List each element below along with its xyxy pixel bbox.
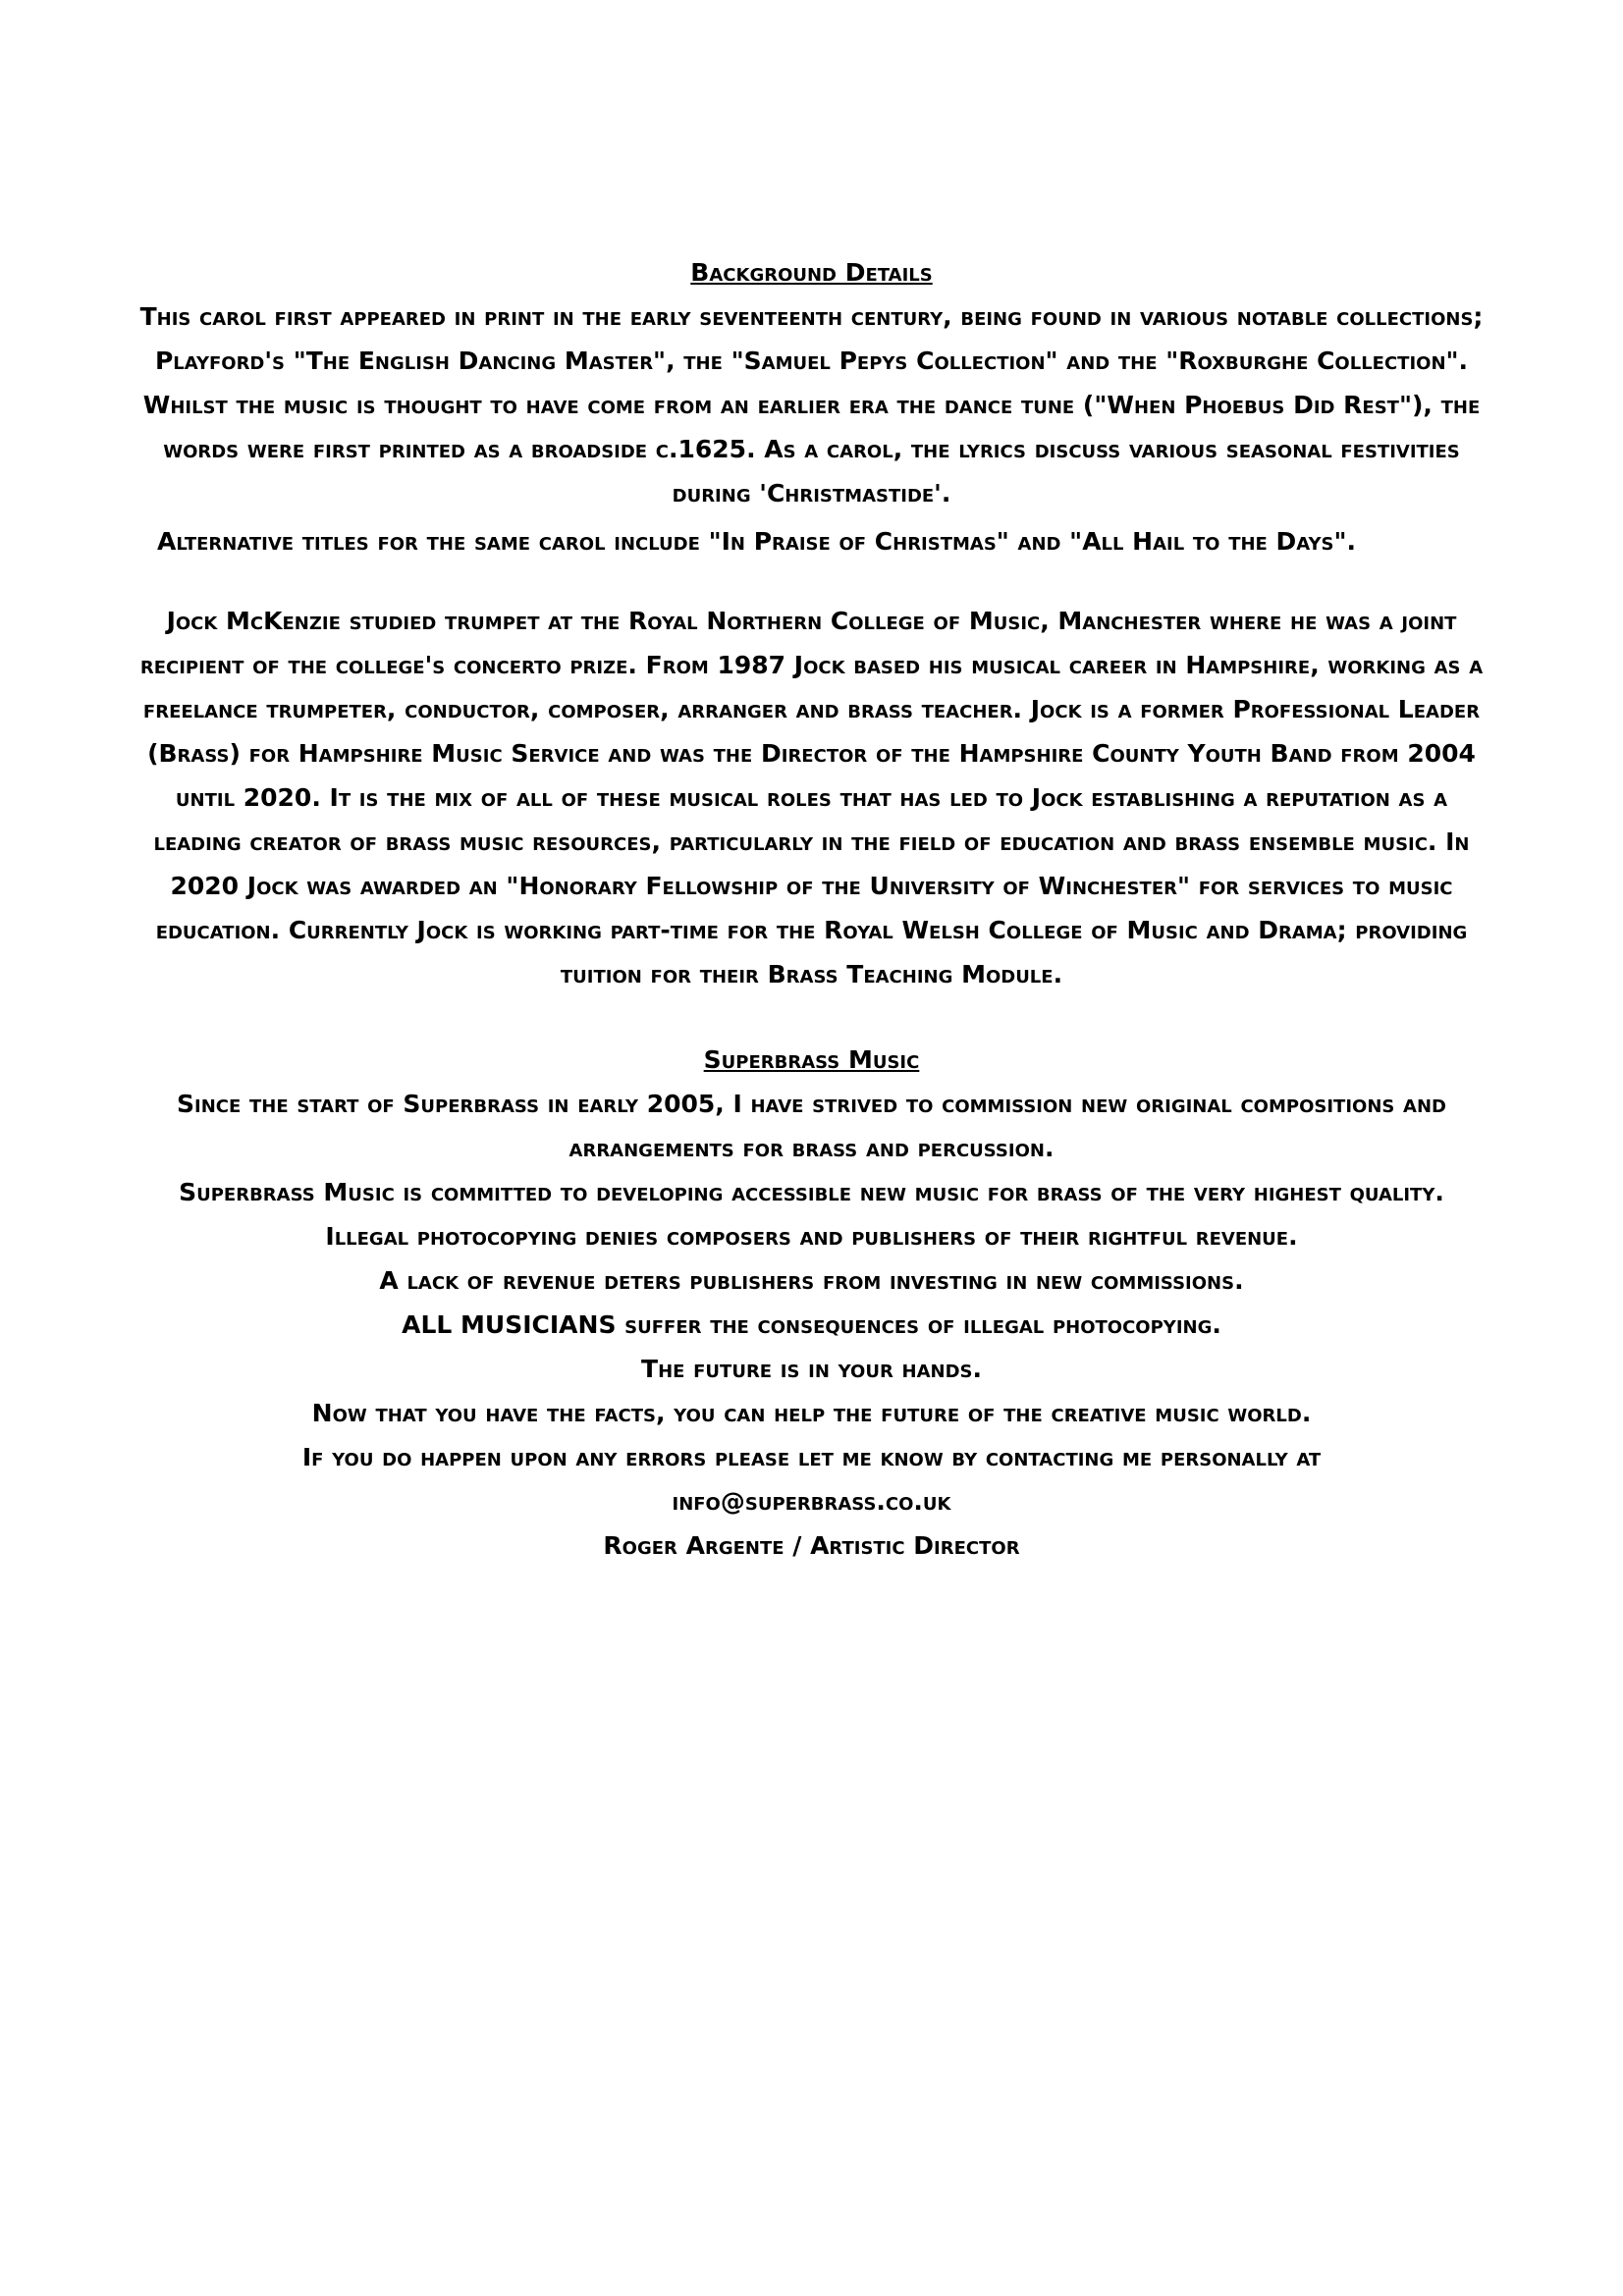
superbrass-section [137, 1038, 1486, 1568]
alternative-titles: Alternative titles for the same carol include "In Praise of Christmas" and "All Hail to the Days". [157, 527, 1357, 556]
superbrass-commitment: Superbrass Music is committed to developing accessible new music for brass of the very highest quality. [179, 1178, 1444, 1206]
biography-section [137, 599, 1486, 996]
signature: Roger Argente / Artistic Director [603, 1531, 1020, 1560]
background-heading: Background Details [690, 258, 933, 287]
musicians-rest: suffer the consequences of illegal photocopying. [616, 1310, 1221, 1339]
background-paragraph: This carol first appeared in print in the early seventeenth century, being found in various notable collections; Playford's "The English Dancing Master", the "Samuel Pepys Collection" and the "Roxburghe Collection". Whilst the music is thought to have come from an earlier era the dance tune ("When Phoebus Did Rest"), the words were first printed as a broadside c.1625. As a carol, the lyrics discuss various seasonal festivities during 'Christmastide'. [139, 302, 1484, 507]
facts-text: Now that you have the facts, you can help the future of the creative music world. [311, 1399, 1312, 1427]
superbrass-intro: Since the start of Superbrass in early 2005, I have strived to commission new original compositions and arrangements for brass and percussion. [177, 1090, 1446, 1162]
biography-paragraph: Jock McKenzie studied trumpet at the Royal Northern College of Music, Manchester where he was a joint recipient of the college's concerto prize. From 1987 Jock based his musical career in Hampshire, working as a freelance trumpeter, conductor, composer, arranger and brass teacher. Jock is a former Professional Leader (Brass) for Hampshire Music Service and was the Director of the Hampshire County Youth Band from 2004 until 2020. It is the mix of all of these musical roles that has led to Jock establishing a reputation as a leading creator of brass music resources, particularly in the field of education and brass ensemble music. In 2020 Jock was awarded an "Honorary Fellowship of the University of Winchester" for services to music education. Currently Jock is working part-time for the Royal Welsh College of Music and Drama; providing tuition for their Brass Teaching Module. [139, 607, 1484, 988]
errors-text: If you do happen upon any errors please let me know by contacting me personally at [301, 1443, 1322, 1471]
future-text: The future is in your hands. [641, 1355, 982, 1383]
contact-email: info@superbrass.co.uk [672, 1487, 951, 1516]
musicians-emphasis: ALL MUSICIANS [402, 1310, 617, 1339]
musicians-text [137, 1303, 1486, 1347]
illegal-photocopying-text: Illegal photocopying denies composers and publishers of their rightful revenue. [325, 1222, 1298, 1251]
background-section [137, 250, 1486, 515]
superbrass-heading: Superbrass Music [703, 1045, 920, 1074]
revenue-text: A lack of revenue deters publishers from investing in new commissions. [379, 1266, 1244, 1295]
